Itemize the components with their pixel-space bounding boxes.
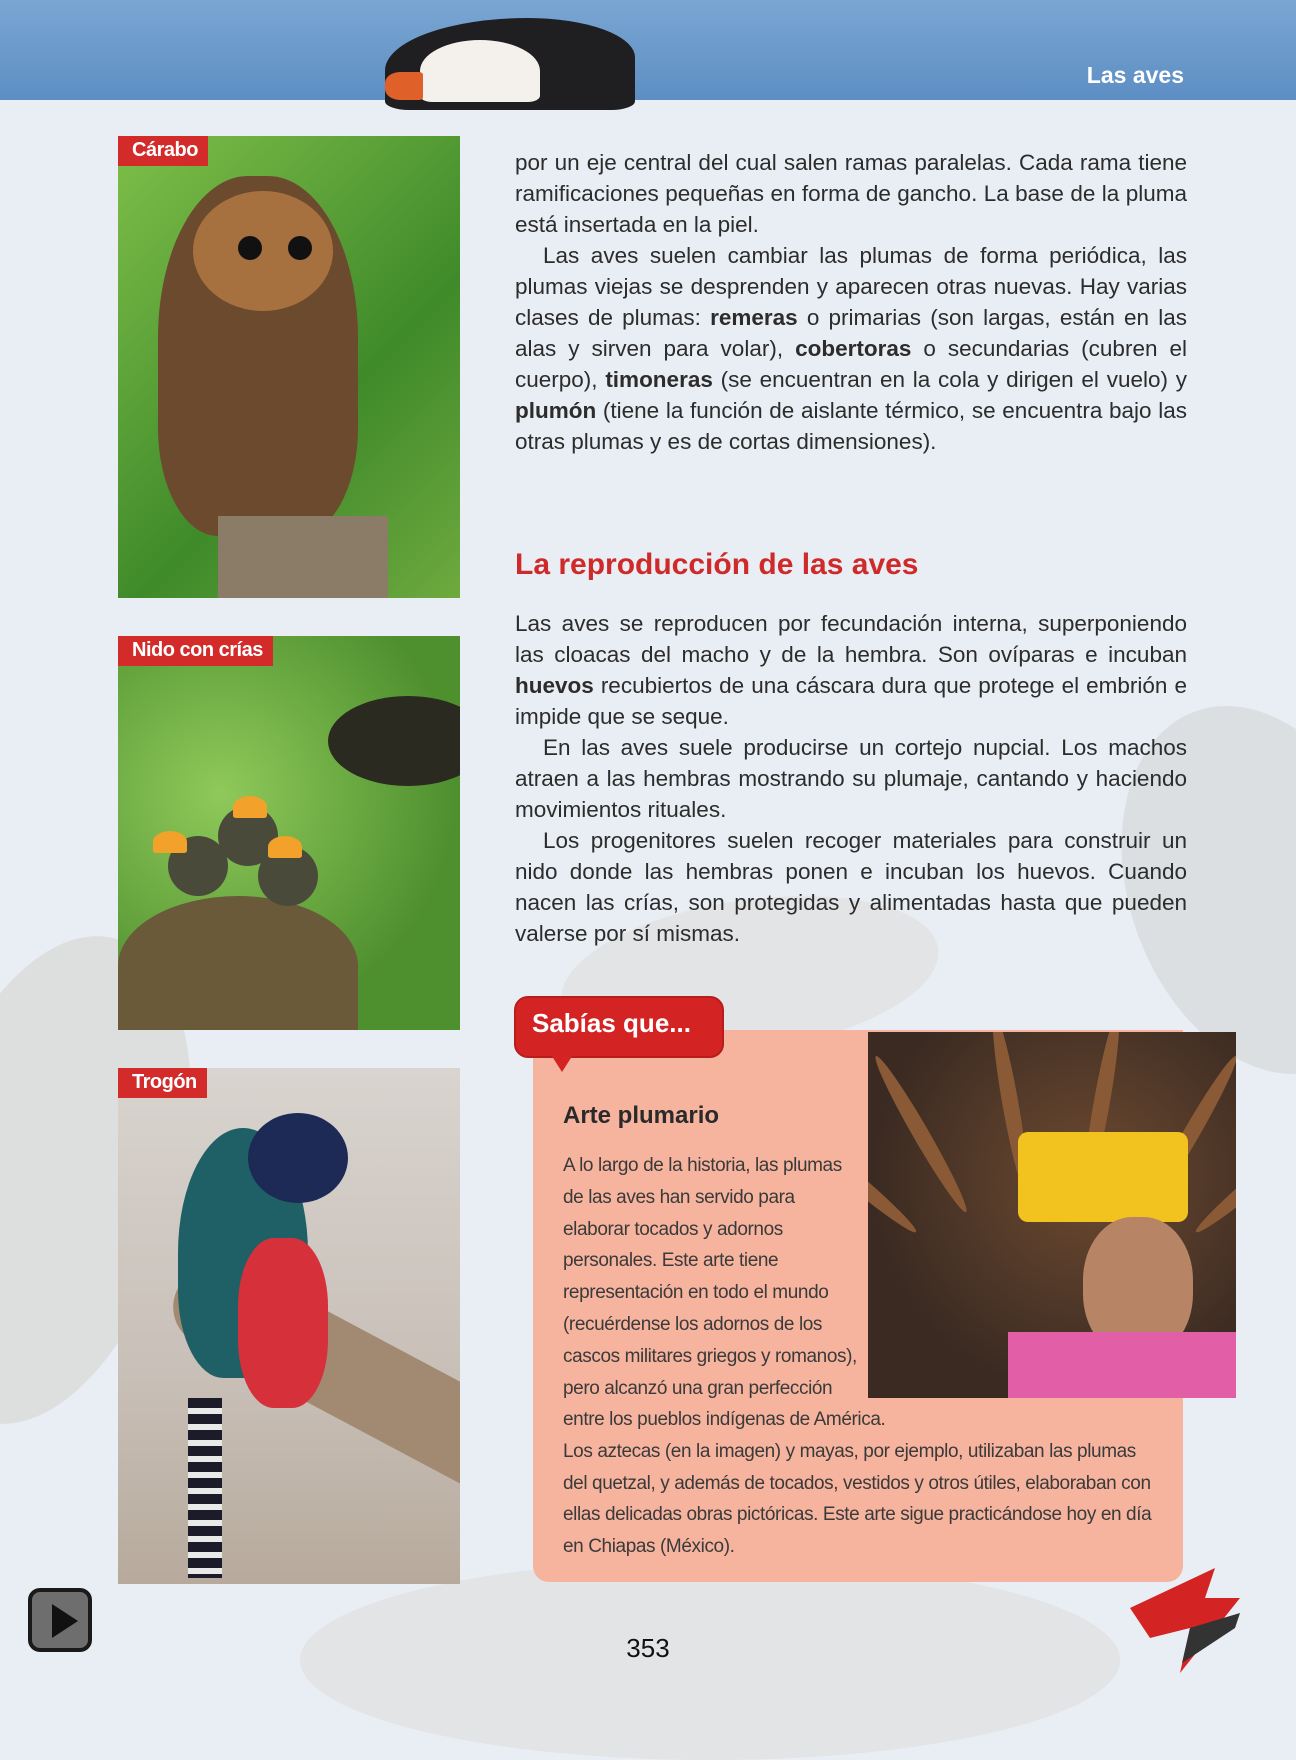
trogon-head	[248, 1113, 348, 1203]
text-run: o primarias (son largas, están en las alas y sirven para volar),	[515, 305, 1188, 361]
box-text: A lo largo de la historia, las plumas de las aves han servido para elaborar tocados y adornos personales. Este arte tiene representación en todo el mundo (recuérdense los adornos de los cascos militares griegos y romanos), pero alcanzó una gran perfección	[563, 1155, 857, 1399]
chick-beak	[268, 836, 302, 858]
term-huevos: huevos	[515, 673, 594, 698]
fringed-garment	[1008, 1332, 1236, 1398]
text-run: Las aves se reproducen por fecundación interna, superponiendo las cloacas del macho y de la hembra. Son ovíparas e incuban	[515, 611, 1187, 667]
text-run: (tiene la función de aislante térmico, se encuentra bajo las otras plumas y es de cortas dimensiones).	[515, 398, 1187, 454]
paragraph	[515, 240, 1187, 457]
publisher-logo	[1120, 1568, 1250, 1678]
owl-face	[193, 191, 333, 311]
box-text-continued	[563, 1404, 1163, 1563]
sabias-que-label: Sabías que...	[532, 1008, 691, 1038]
box-title: Arte plumario	[563, 1102, 720, 1129]
background-bird-shape	[300, 1560, 1120, 1760]
reproduction-text	[515, 608, 1187, 949]
parent-bird	[328, 696, 460, 786]
chick-beak	[233, 796, 267, 818]
photo-label: Nido con crías	[118, 636, 273, 666]
section-heading: La reproducción de las aves	[515, 548, 919, 581]
trogon-belly	[238, 1238, 328, 1408]
text-run: o secundarias (cubren el cuerpo),	[515, 336, 1187, 392]
paragraph: Los progenitores suelen recoger materiales para construir un nido donde las hembras ponen e incuban los huevos. Cuando nacen las crías, son protegidas y alimentadas hasta que pueden valerse por sí mismas.	[515, 828, 1187, 946]
paragraph: por un eje central del cual salen ramas paralelas. Cada rama tiene ramificaciones pequeñas en forma de gancho. La base de la pluma está insertada en la piel.	[515, 150, 1187, 237]
aztec-dancer-photo	[868, 1032, 1236, 1398]
term-timoneras: timoneras	[605, 367, 713, 392]
chapter-title: Las aves	[1086, 62, 1184, 88]
chick-beak	[153, 831, 187, 853]
page-header	[0, 0, 1296, 100]
play-icon	[52, 1604, 78, 1638]
term-cobertoras: cobertoras	[795, 336, 912, 361]
headpiece	[1018, 1132, 1188, 1222]
owl-photo	[118, 136, 460, 598]
trogon-photo	[118, 1068, 460, 1584]
photo-label: Cárabo	[118, 136, 208, 166]
owl-eye	[288, 236, 312, 260]
nest-photo	[118, 636, 460, 1030]
owl-eye	[238, 236, 262, 260]
text-run: Las aves suelen cambiar las plumas de forma periódica, las plumas viejas se desprenden y aparecen otras nuevas. Hay varias clases de plumas:	[515, 243, 1187, 330]
paragraph: En las aves suele producirse un cortejo nupcial. Los machos atraen a las hembras mostrando su plumaje, cantando y haciendo movimientos rituales.	[515, 735, 1187, 822]
play-button[interactable]	[28, 1588, 92, 1652]
speech-bubble-tail	[548, 1050, 576, 1072]
photo-label: Trogón	[118, 1068, 207, 1098]
text-run: recubiertos de una cáscara dura que protege el embrión e impide que se seque.	[515, 673, 1187, 729]
box-text-line: entre los pueblos indígenas de América.	[563, 1409, 886, 1430]
page-number: 353	[626, 1633, 670, 1663]
paragraph	[515, 608, 1187, 732]
puffin-beak	[385, 72, 423, 100]
wooden-post	[218, 516, 388, 598]
trogon-tail	[188, 1398, 222, 1578]
term-plumon: plumón	[515, 398, 597, 423]
feather	[869, 1052, 973, 1216]
feathers-text	[515, 147, 1187, 457]
text-run: (se encuentran en la cola y dirigen el vuelo) y	[712, 367, 1187, 392]
puffin-face	[420, 40, 540, 102]
box-text-paragraph: Los aztecas (en la imagen) y mayas, por ejemplo, utilizaban las plumas del quetzal, y además de tocados, vestidos y otros útiles, elaboraban con ellas delicadas obras pictóricas. Este arte sigue practicándose hoy en día en Chiapas (México).	[563, 1440, 1152, 1558]
nest	[118, 896, 358, 1030]
term-remeras: remeras	[710, 305, 798, 330]
